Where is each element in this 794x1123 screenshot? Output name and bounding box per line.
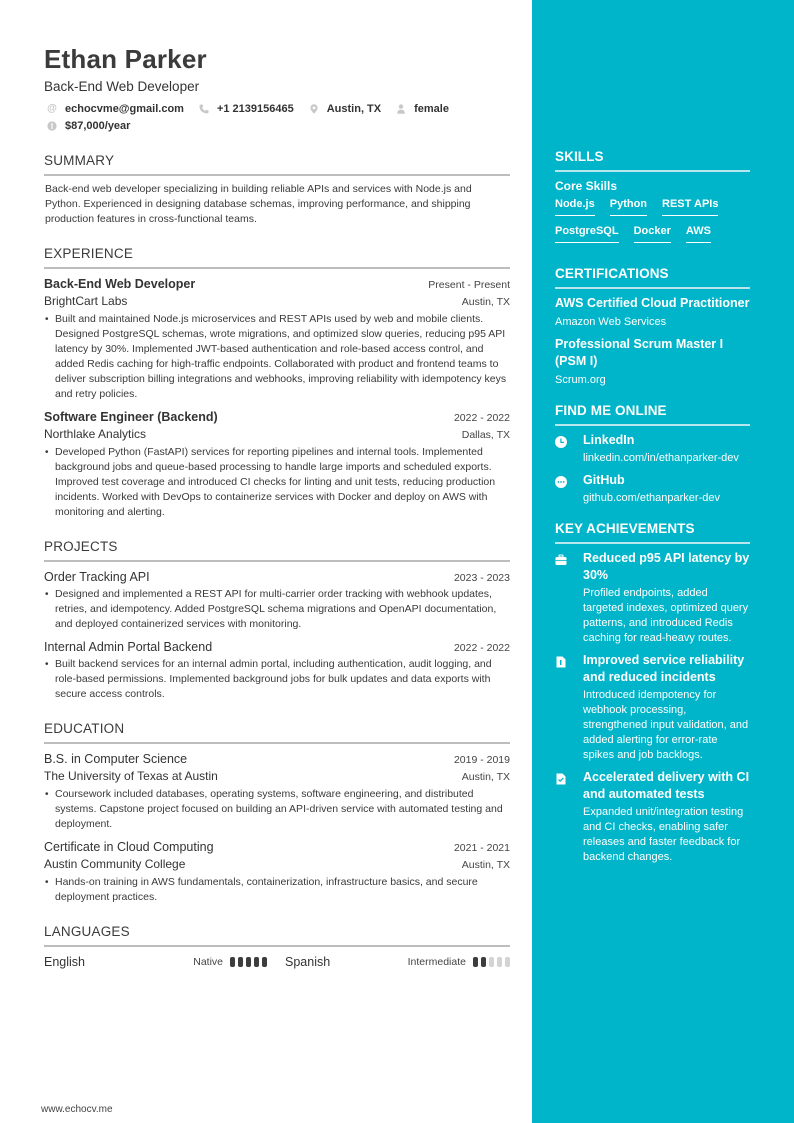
bullet-icon: • [45, 877, 49, 888]
certifications-section [555, 265, 750, 388]
email-text: echocvme@gmail.com [65, 102, 184, 115]
email-contact[interactable] [44, 103, 184, 115]
achievement-item [555, 769, 750, 865]
ellipsis-icon [555, 472, 583, 506]
salary-text: $87,000/year [65, 119, 131, 132]
project-title: Internal Admin Portal Backend [44, 640, 213, 654]
job-dates: Present - Present [428, 279, 510, 291]
education-section [44, 720, 510, 905]
contact-info [44, 100, 510, 134]
job-title: Software Engineer (Backend) [44, 410, 218, 424]
skills-list [555, 197, 750, 251]
main-column [44, 44, 510, 970]
projects-section [44, 538, 510, 702]
achievement-title: Improved service reliability and reduced incidents [583, 653, 745, 684]
section-title: PROJECTS [44, 538, 510, 562]
skill-tag: PostgreSQL [555, 224, 619, 243]
certification-org: Scrum.org [555, 374, 606, 386]
education-dates: 2019 - 2019 [453, 754, 510, 766]
link-url[interactable]: linkedin.com/in/ethanparker-dev [583, 452, 739, 464]
language-level: Intermediate [407, 956, 466, 968]
skill-tag: AWS [686, 224, 711, 243]
achievement-description: Expanded unit/integration testing and CI checks, enabling safer releases and faster feedback for backend changes. [583, 806, 744, 863]
salary-contact [44, 120, 130, 132]
online-section [555, 402, 750, 506]
location-contact [306, 103, 381, 115]
gender-text: female [414, 102, 449, 115]
section-title: FIND ME ONLINE [555, 402, 750, 426]
project-dates: 2023 - 2023 [453, 572, 510, 584]
map-pin-icon [309, 104, 319, 114]
achievement-title: Accelerated delivery with CI and automated tests [583, 770, 750, 801]
project-description: Designed and implemented a REST API for multi-carrier order tracking with webhook updates, retries, and idempotency. Added PostgreSQL schema migrations and OpenAPI documentation, and deployed containerized services with monitoring. [55, 588, 497, 630]
achievement-item [555, 550, 750, 646]
footer-url[interactable]: www.echocv.me [41, 1104, 113, 1115]
certification-name: AWS Certified Cloud Practitioner [555, 296, 750, 310]
project-title: Order Tracking API [44, 570, 150, 584]
clock-icon [555, 432, 583, 466]
language-level: Native [193, 956, 223, 968]
skill-tag: Docker [634, 224, 671, 243]
job-description: Developed Python (FastAPI) services for reporting pipelines and internal tools. Implemented background jobs and queue-based processing to handle large imports and scheduled exports. Improved test coverage and introduced CI checks for linting and unit tests, reducing production incidents. Worked with DevOps to containerize services with Docker and deploy on AWS with monitoring and alerting. [55, 446, 496, 518]
online-link-linkedin[interactable] [555, 432, 750, 466]
link-name: LinkedIn [583, 433, 635, 447]
company-name: BrightCart Labs [44, 294, 128, 308]
online-link-github[interactable] [555, 472, 750, 506]
skill-tag: Python [610, 197, 647, 216]
school-name: The University of Texas at Austin [44, 769, 218, 783]
file-icon [555, 652, 583, 763]
education-entry [44, 750, 510, 832]
user-icon [396, 104, 406, 114]
section-title: KEY ACHIEVEMENTS [555, 520, 750, 544]
bullet-icon: • [45, 447, 49, 458]
job-description: Built and maintained Node.js microservices and REST APIs used by web and mobile clients. Designed PostgreSQL schemas, wrote migrations, and optimized slow queries, reducing p95 API latency by 30%. Implemented JWT-based authentication and role-based access control, and added Redis caching for high-traffic endpoints. Collaborated with product and frontend teams to deliver subscription billing integrations and webhooks, improving reliability with idempotency keys and retry policies. [55, 313, 507, 400]
section-title: EXPERIENCE [44, 245, 510, 269]
phone-icon [199, 104, 209, 114]
certification-name: Professional Scrum Master I (PSM I) [555, 337, 724, 368]
education-entry [44, 838, 510, 905]
section-title: LANGUAGES [44, 923, 510, 947]
language-item [44, 955, 285, 969]
language-name: English [44, 955, 85, 969]
sidebar [532, 0, 794, 1123]
language-item [285, 955, 510, 969]
job-dates: 2022 - 2022 [453, 412, 510, 424]
skills-section [555, 148, 750, 251]
job-location: Dallas, TX [461, 429, 510, 441]
skill-tag: Node.js [555, 197, 595, 216]
achievement-description: Profiled endpoints, added targeted indexes, optimized query patterns, and introduced Redis caching for read-heavy routes. [583, 587, 749, 644]
project-entry [44, 638, 510, 702]
school-location: Austin, TX [461, 859, 510, 871]
dollar-coin-icon [47, 121, 57, 131]
section-title: EDUCATION [44, 720, 510, 744]
section-title: SUMMARY [44, 152, 510, 176]
candidate-name: Ethan Parker [44, 44, 207, 74]
achievement-item [555, 652, 750, 763]
skills-group-title: Core Skills [555, 179, 618, 193]
experience-entry [44, 408, 510, 520]
company-name: Northlake Analytics [44, 427, 147, 441]
languages-section [44, 923, 510, 970]
project-dates: 2022 - 2022 [453, 642, 510, 654]
candidate-role: Back-End Web Developer [44, 79, 200, 94]
job-location: Austin, TX [461, 296, 510, 308]
bullet-icon: • [45, 789, 49, 800]
section-title: CERTIFICATIONS [555, 265, 750, 289]
file-check-icon [555, 769, 583, 865]
experience-entry [44, 275, 510, 402]
link-url[interactable]: github.com/ethanparker-dev [583, 492, 720, 504]
achievement-description: Introduced idempotency for webhook processing, strengthened input validation, and added alerting for error-rate spikes and job backlogs. [583, 689, 749, 761]
degree-title: B.S. in Computer Science [44, 752, 188, 766]
education-description: Hands-on training in AWS fundamentals, containerization, infrastructure basics, and secure deployment practices. [55, 876, 478, 903]
phone-contact [196, 103, 294, 115]
at-sign-icon: @ [47, 103, 57, 114]
gender-contact [393, 103, 449, 115]
bullet-icon: • [45, 589, 49, 600]
bullet-icon: • [45, 314, 49, 325]
language-name: Spanish [285, 955, 331, 969]
degree-title: Certificate in Cloud Computing [44, 840, 214, 854]
summary-text: Back-end web developer specializing in building reliable APIs and services with Node.js and Python. Experienced in designing database schemas, improving performance, and shipping production features in cross-functional teams. [45, 183, 472, 225]
skill-tag: REST APIs [662, 197, 718, 216]
section-title: SKILLS [555, 148, 750, 172]
proficiency-dots [473, 957, 510, 967]
phone-text: +1 2139156465 [216, 102, 294, 115]
certification-org: Amazon Web Services [555, 316, 667, 328]
proficiency-dots [230, 957, 267, 967]
school-name: Austin Community College [44, 857, 186, 871]
link-name: GitHub [583, 473, 625, 487]
achievements-section [555, 520, 750, 865]
education-dates: 2021 - 2021 [453, 842, 510, 854]
job-title: Back-End Web Developer [44, 277, 196, 291]
school-location: Austin, TX [461, 771, 510, 783]
education-description: Coursework included databases, operating systems, software engineering, and distributed systems. Capstone project focused on building an API-driven service with automated testing and deployment. [55, 788, 503, 830]
project-description: Built backend services for an internal admin portal, including authentication, audit logging, and role-based permissions. Implemented background jobs for bulk updates and data exports with secure access controls. [55, 658, 492, 700]
briefcase-icon [555, 550, 583, 646]
experience-section [44, 245, 510, 520]
bullet-icon: • [45, 659, 49, 670]
summary-section [44, 152, 510, 227]
location-text: Austin, TX [326, 102, 382, 115]
achievement-title: Reduced p95 API latency by 30% [583, 551, 750, 582]
project-entry [44, 568, 510, 632]
